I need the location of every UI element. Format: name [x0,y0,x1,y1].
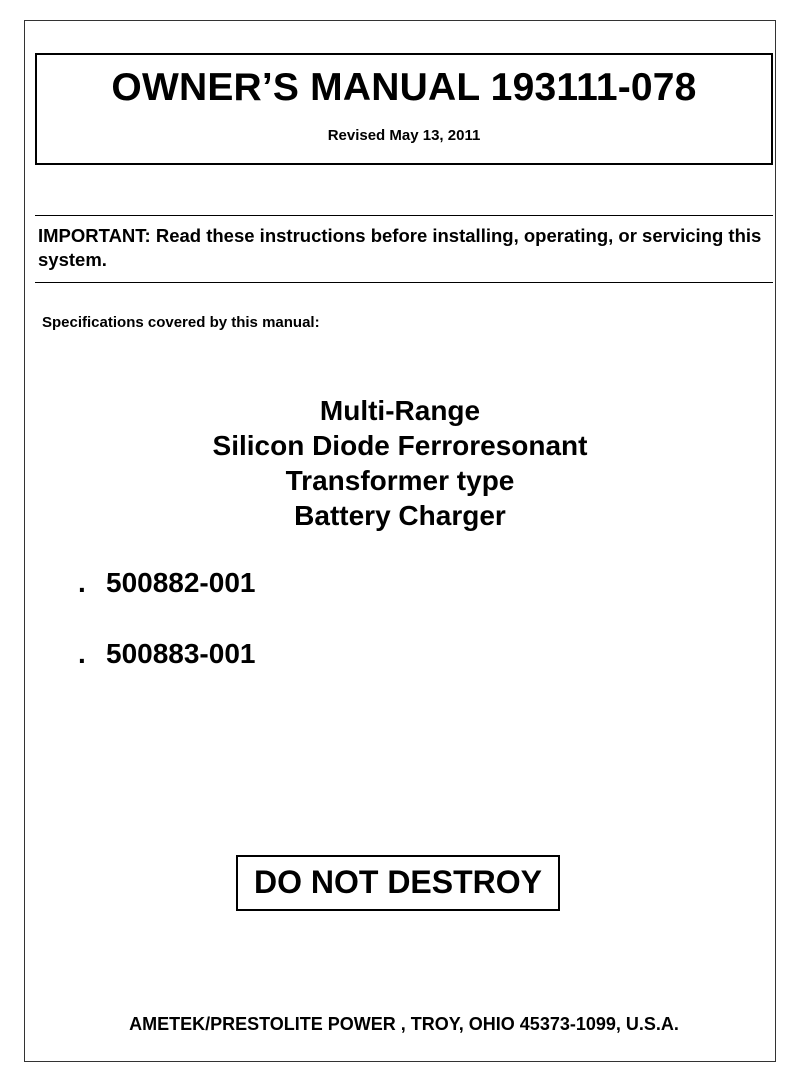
model-bullet: . [78,567,86,598]
model-item [78,566,255,600]
divider-bottom [35,282,773,283]
manual-title: OWNER’S MANUAL 193111-078 [111,66,697,109]
product-line-4: Battery Charger [294,500,506,531]
model-item [78,637,255,671]
model-number: 500882-001 [106,567,256,598]
model-number: 500883-001 [106,638,256,669]
model-bullet: . [78,638,86,669]
divider-top [35,215,773,216]
product-line-3: Transformer type [285,465,515,496]
product-line-1: Multi-Range [319,395,481,426]
product-line-2: Silicon Diode Ferroresonant [212,430,588,461]
footer-address: AMETEK/PRESTOLITE POWER , TROY, OHIO 45373-1099, U.S.A. [129,1014,679,1034]
do-not-destroy-box [236,855,560,911]
revision-date: Revised May 13, 2011 [327,127,481,144]
title-box [35,53,773,165]
important-notice: IMPORTANT: Read these instructions before installing, operating, or servicing this system. [38,225,762,270]
product-description [0,393,800,533]
specifications-label: Specifications covered by this manual: [42,314,320,331]
do-not-destroy-text: DO NOT DESTROY [253,864,542,900]
